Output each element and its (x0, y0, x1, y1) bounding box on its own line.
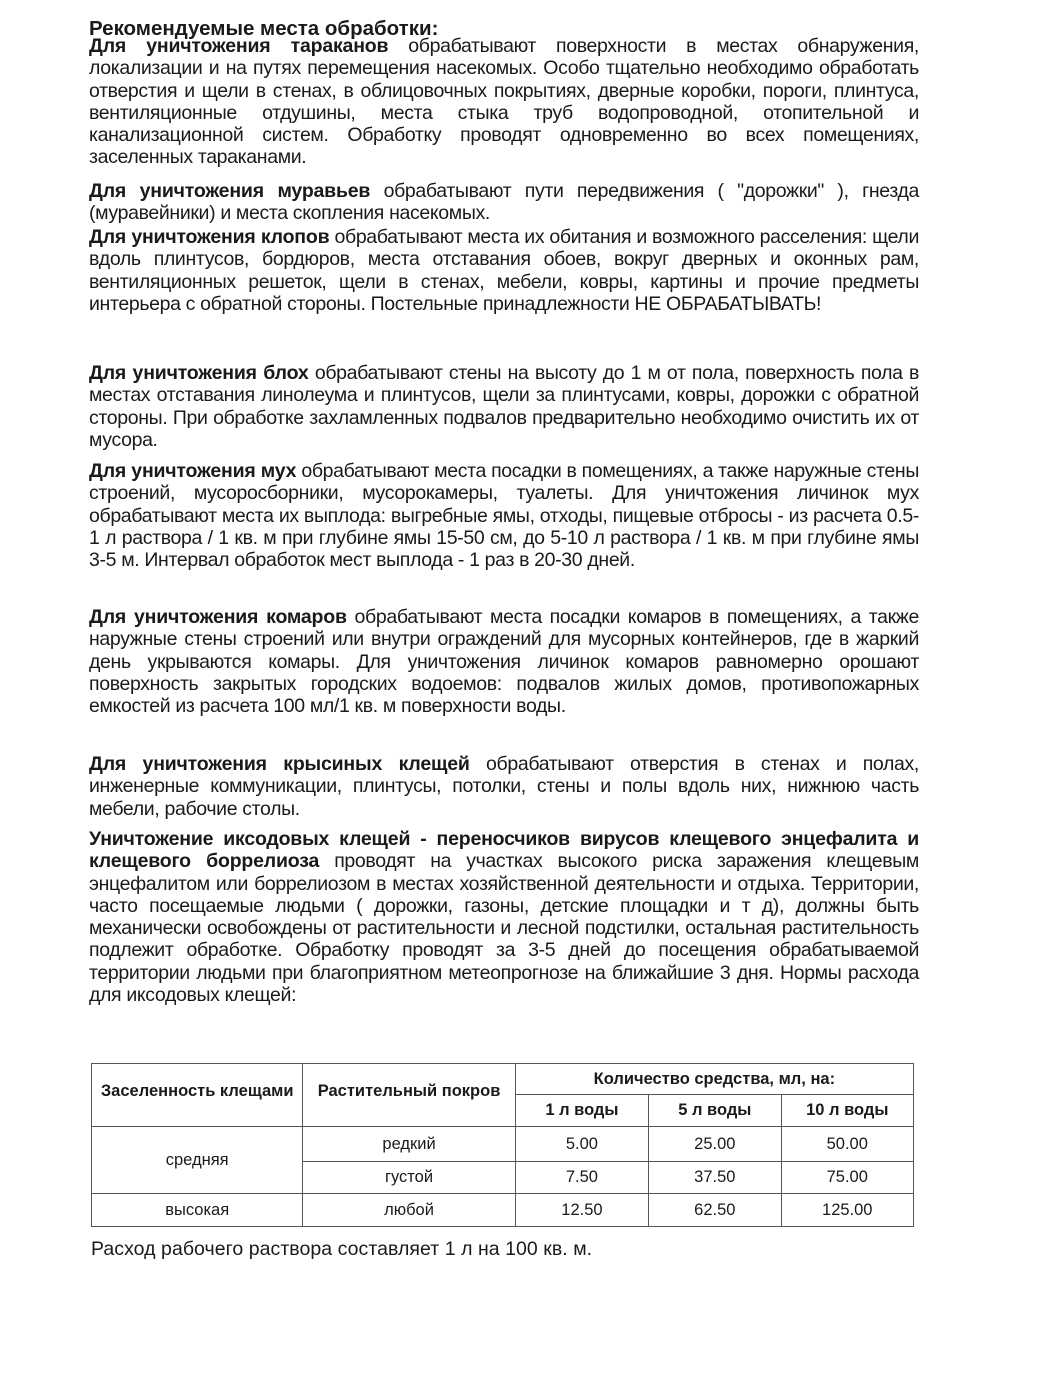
section-ants (89, 180, 919, 225)
cell-infestation: высокая (92, 1194, 303, 1227)
section-heading: Для уничтожения муравьев (89, 180, 371, 202)
cell-value-10l: 75.00 (781, 1162, 913, 1194)
section-heading: Для уничтожения мух (89, 460, 297, 482)
cell-value-10l: 125.00 (781, 1194, 913, 1227)
section-flies (89, 460, 919, 571)
section-cockroaches (89, 35, 919, 169)
section-text: обрабатывают поверхности в местах обнаружения, локализации и на путях перемещения насекомых. Особо тщательно необходимо обработать отверстия и щели в стенах, в облицовочных покрытиях, дверные коробки, пороги, плинтуса, вентиляционные отдушины, места стыка труб водопроводной, отопительной и канализационной систем. Обработку проводят одновременно во всех помещениях, заселенных тараканами. (89, 35, 919, 169)
section-text: обрабатывают места посадки комаров в помещениях, а также наружные стены строений или внутри ограждений для мусорных контейнеров, где в жаркий день укрываются комары. Для уничтожения личинок комаров равномерно орошают поверхность закрытых городских водоемов: подвалов жилых домов, противопожарных емкостей из расчета 100 мл/1 кв. м поверхности воды. (89, 606, 919, 718)
section-text: обрабатывают места посадки в помещениях, а также наружные стены строений, мусоросборники, мусорокамеры, туалеты. Для уничтожения личинок мух обрабатывают места их выплода: выгребные ямы, отходы, пищевые отбросы - из расчета 0.5-1 л раствора / 1 кв. м при глубине ямы 15-50 см, до 5-10 л раствора / 1 кв. м при глубине ямы 3-5 м. Интервал обработок мест выплода - 1 раз в 20-30 дней. (89, 460, 919, 572)
section-text: обрабатывают пути передвижения ( "дорожки" ), гнезда (муравейники) и места скопления насекомых. (89, 180, 919, 225)
header-1l: 1 л воды (515, 1095, 648, 1127)
section-ixodid-ticks (89, 828, 919, 1006)
cell-value-1l: 7.50 (515, 1162, 648, 1194)
cell-cover: любой (303, 1194, 515, 1227)
table-row (92, 1127, 914, 1162)
section-heading: Для уничтожения клопов (89, 226, 330, 248)
consumption-note: Расход рабочего раствора составляет 1 л на 100 кв. м. (91, 1238, 593, 1260)
dosage-table (91, 1063, 914, 1227)
cell-infestation: средняя (92, 1127, 303, 1194)
section-heading: Для уничтожения крысиных клещей (89, 753, 470, 775)
cell-cover: редкий (303, 1127, 515, 1162)
section-text: проводят на участках высокого риска заражения клещевым энцефалитом или боррелиозом в местах хозяйственной деятельности и отдыха. Территории, часто посещаемые людьми ( дорожки, газоны, детские площадки и т д), должны быть механически освобождены от растительности и лесной подстилки, остальная растительность подлежит обработке. Обработку проводят за 3-5 дней до посещения обрабатываемой территории людьми при благоприятном метеопрогнозе на ближайшие 3 дня. Нормы расхода для иксодовых клещей: (89, 850, 919, 1007)
section-heading: Для уничтожения комаров (89, 606, 347, 628)
header-vegetation: Растительный покров (303, 1064, 515, 1127)
section-heading: Для уничтожения блох (89, 362, 309, 384)
cell-cover: густой (303, 1162, 515, 1194)
header-quantity-group: Количество средства, мл, на: (515, 1064, 913, 1095)
section-heading: Для уничтожения тараканов (89, 35, 389, 57)
cell-value-10l: 50.00 (781, 1127, 913, 1162)
header-10l: 10 л воды (781, 1095, 913, 1127)
section-text: обрабатывают стены на высоту до 1 м от пола, поверхность пола в местах отставания линолеума и плинтусов, щели за плинтусами, ковры, дорожки с обратной стороны. При обработке захламленных подвалов предварительно необходимо очистить их от мусора. (89, 362, 919, 451)
header-infestation: Заселенность клещами (92, 1064, 303, 1127)
cell-value-1l: 5.00 (515, 1127, 648, 1162)
header-5l: 5 л воды (649, 1095, 781, 1127)
section-mosquitoes (89, 606, 919, 717)
section-text: обрабатывают отверстия в стенах и полах, инженерные коммуникации, плинтусы, потолки, стены и полы вдоль них, нижнюю часть мебели, рабочие столы. (89, 753, 919, 820)
section-fleas (89, 362, 919, 451)
cell-value-5l: 37.50 (649, 1162, 781, 1194)
cell-value-5l: 25.00 (649, 1127, 781, 1162)
section-bedbugs (89, 226, 919, 315)
cell-value-5l: 62.50 (649, 1194, 781, 1227)
page-title: Рекомендуемые места обработки: (89, 17, 439, 40)
table-row (92, 1194, 914, 1227)
cell-value-1l: 12.50 (515, 1194, 648, 1227)
section-rat-mites (89, 753, 919, 820)
section-heading: Уничтожение иксодовых клещей - переносчиков вирусов клещевого энцефалита и клещевого боррелиоза (89, 828, 919, 873)
section-text: обрабатывают места их обитания и возможного расселения: щели вдоль плинтусов, бордюров, места отставания обоев, вокруг дверных и оконных рам, вентиляционных решеток, щели в стенах, мебели, ковры, картины и прочие предметы интерьера с обратной стороны. Постельные принадлежности НЕ ОБРАБАТЫВАТЬ! (89, 226, 920, 315)
